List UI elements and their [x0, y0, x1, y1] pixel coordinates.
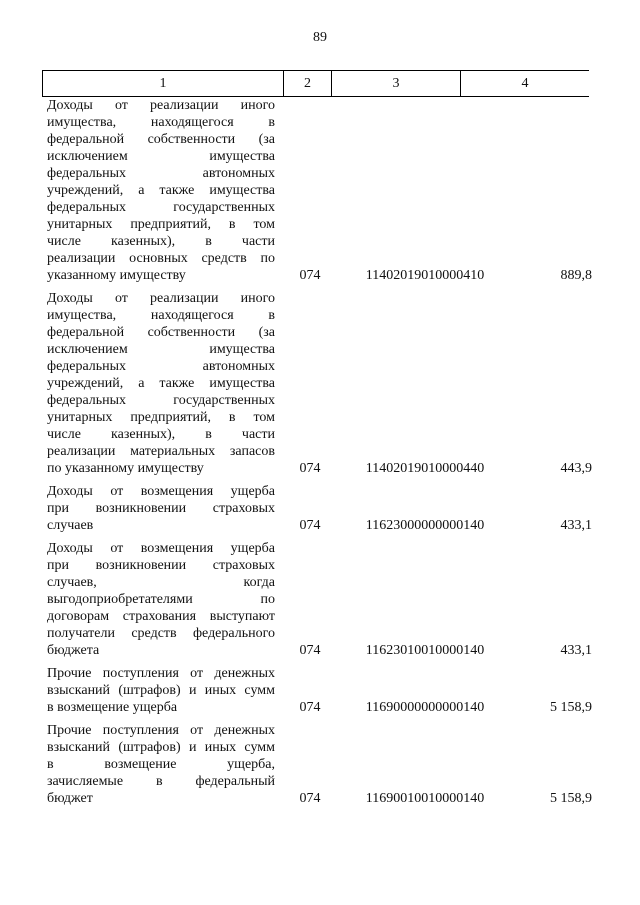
- description-line: Доходы от реализации иного: [47, 98, 275, 113]
- description-line: Доходы от реализации иного: [47, 291, 275, 306]
- description-line: договорам страхования выступают: [47, 609, 275, 624]
- row-description: [47, 540, 275, 659]
- description-line: Доходы от возмещения ущерба: [47, 484, 275, 499]
- description-line: указанному имуществу: [47, 268, 186, 283]
- header-col-1: 1: [43, 71, 284, 96]
- header-col-4: 4: [521, 75, 529, 91]
- row-amount: 433,1: [560, 518, 592, 533]
- description-line: взысканий (штрафов) и иных сумм: [47, 683, 275, 698]
- description-line: имущества, находящегося в: [47, 308, 275, 323]
- description-line: случаев, когда: [47, 575, 275, 590]
- description-line: бюджета: [47, 643, 100, 658]
- description-line: Доходы от возмещения ущерба: [47, 541, 275, 556]
- description-line: зачисляемые в федеральный: [47, 774, 275, 789]
- description-line: числе казенных), в части: [47, 234, 275, 249]
- description-line: федеральных автономных: [47, 359, 275, 374]
- description-line: федеральных государственных: [47, 393, 275, 408]
- table-row: [47, 483, 592, 534]
- row-description: [47, 722, 275, 807]
- description-line: по указанному имуществу: [47, 461, 204, 476]
- description-line: реализации основных средств по: [47, 251, 275, 266]
- description-line: имущества, находящегося в: [47, 115, 275, 130]
- description-line: в возмещение ущерба: [47, 700, 178, 715]
- row-amount: 889,8: [560, 268, 592, 283]
- row-description: [47, 665, 275, 716]
- row-kbk: 11690010010000140: [365, 791, 485, 806]
- row-code: 074: [299, 518, 321, 533]
- row-kbk: 11623010010000140: [365, 643, 485, 658]
- description-line: случаев: [47, 518, 94, 533]
- table-row: [47, 97, 592, 284]
- row-code: 074: [299, 461, 321, 476]
- description-line: федеральных автономных: [47, 166, 275, 181]
- description-line: исключением имущества: [47, 342, 275, 357]
- description-line: унитарных предприятий, в том: [47, 410, 275, 425]
- row-kbk: 11623000000000140: [365, 518, 485, 533]
- row-kbk: 11690000000000140: [365, 700, 485, 715]
- table-body: [47, 97, 592, 813]
- row-kbk: 11402019010000440: [365, 461, 485, 476]
- row-description: [47, 483, 275, 534]
- description-line: федеральной собственности (за: [47, 325, 275, 340]
- description-line: федеральной собственности (за: [47, 132, 275, 147]
- description-line: учреждений, а также имущества: [47, 376, 275, 391]
- description-line: унитарных предприятий, в том: [47, 217, 275, 232]
- row-amount: 433,1: [560, 643, 592, 658]
- table-header: [42, 70, 589, 97]
- description-line: взысканий (штрафов) и иных сумм: [47, 740, 275, 755]
- description-line: выгодоприобретателями по: [47, 592, 275, 607]
- row-code: 074: [299, 791, 321, 806]
- row-code: 074: [299, 643, 321, 658]
- page-number: 89: [313, 30, 327, 45]
- row-kbk: 11402019010000410: [365, 268, 485, 283]
- table-row: [47, 665, 592, 716]
- description-line: Прочие поступления от денежных: [47, 723, 275, 738]
- description-line: бюджет: [47, 791, 93, 806]
- description-line: Прочие поступления от денежных: [47, 666, 275, 681]
- row-description: [47, 290, 275, 477]
- row-amount: 5 158,9: [550, 791, 592, 806]
- description-line: при возникновении страховых: [47, 558, 275, 573]
- row-code: 074: [299, 700, 321, 715]
- header-col-3: 3: [332, 71, 461, 96]
- row-code: 074: [299, 268, 321, 283]
- description-line: в возмещение ущерба,: [47, 757, 275, 772]
- table-row: [47, 540, 592, 659]
- description-line: исключением имущества: [47, 149, 275, 164]
- description-line: учреждений, а также имущества: [47, 183, 275, 198]
- table-row: [47, 290, 592, 477]
- row-description: [47, 97, 275, 284]
- description-line: при возникновении страховых: [47, 501, 275, 516]
- description-line: получатели средств федерального: [47, 626, 275, 641]
- row-gap: [47, 807, 592, 813]
- row-amount: 443,9: [560, 461, 592, 476]
- description-line: числе казенных), в части: [47, 427, 275, 442]
- description-line: федеральных государственных: [47, 200, 275, 215]
- header-col-2: 2: [284, 71, 332, 96]
- description-line: реализации материальных запасов: [47, 444, 275, 459]
- table-row: [47, 722, 592, 807]
- row-amount: 5 158,9: [550, 700, 592, 715]
